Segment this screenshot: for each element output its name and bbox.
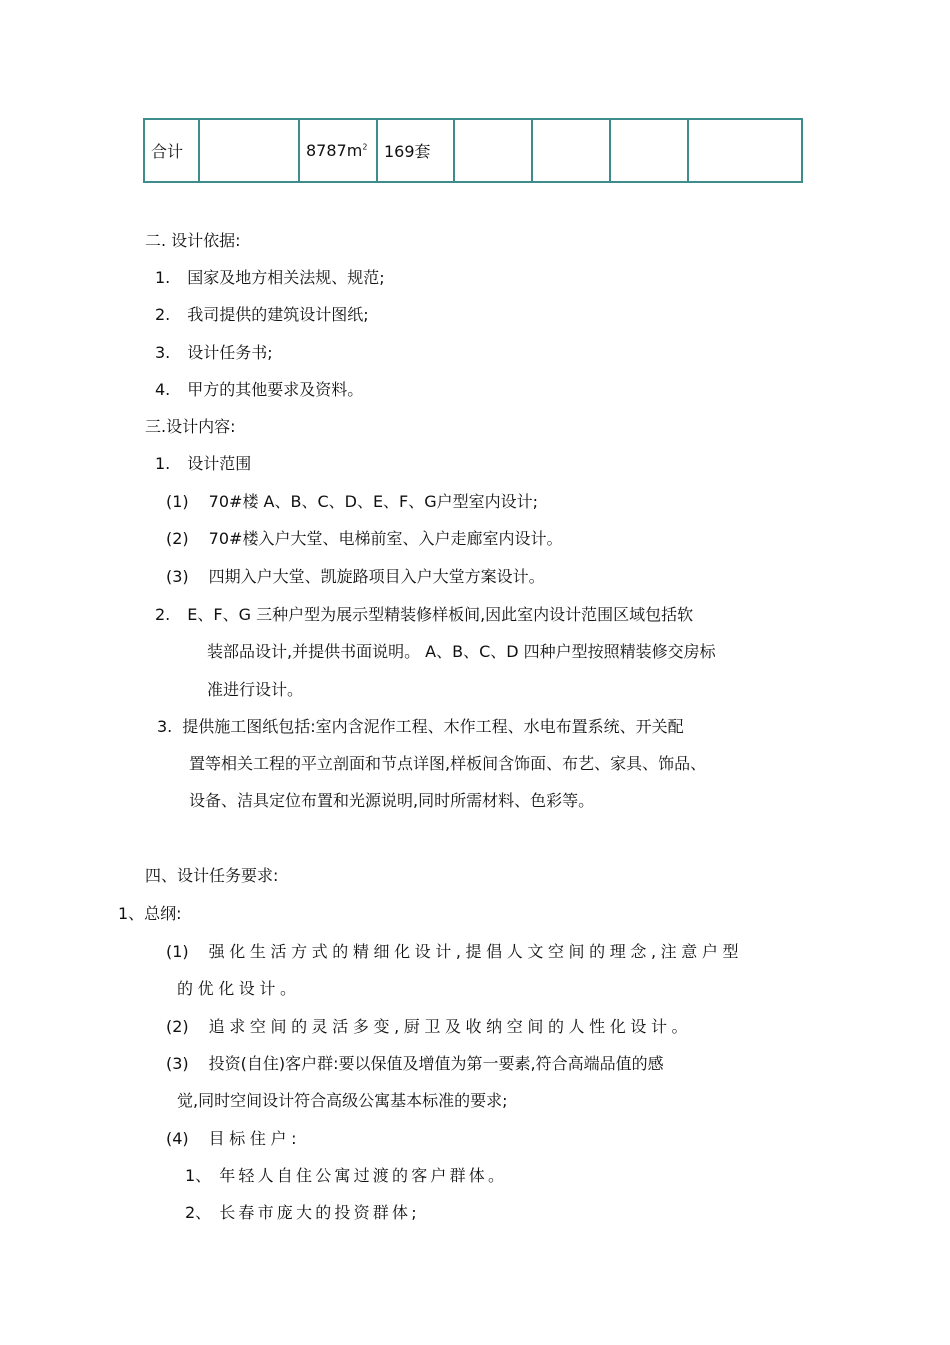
sub-item-text: 四期入户大堂、凯旋路项目入户大堂方案设计。	[208, 567, 545, 586]
item-number: 2.	[155, 605, 171, 624]
empty-cell	[199, 119, 299, 182]
target-item	[185, 1166, 507, 1186]
list-item	[155, 268, 385, 288]
table-row	[144, 119, 802, 182]
item-continuation: 装部品设计,并提供书面说明。 A、B、C、D 四种户型按照精装修交房标	[207, 642, 716, 661]
item-text: 甲方的其他要求及资料。	[187, 380, 364, 399]
sub-item-number: (1)	[166, 492, 189, 511]
sub-item	[166, 492, 538, 512]
paragraph-continuation: 的优化设计。	[177, 979, 301, 998]
section-2-title: 二. 设计依据:	[145, 231, 241, 250]
list-item	[155, 343, 273, 363]
section-4-title: 四、设计任务要求:	[145, 866, 279, 885]
item-text: 设计任务书;	[187, 343, 273, 362]
item-continuation: 置等相关工程的平立剖面和节点详图,样板间含饰面、布艺、家具、饰品、	[189, 754, 707, 773]
list-item	[155, 305, 369, 325]
sub-item-text: 70#楼 A、B、C、D、E、F、G户型室内设计;	[208, 492, 539, 511]
units-cell	[377, 119, 454, 182]
item-number: 3.	[157, 717, 173, 736]
item-text: E、F、G 三种户型为展示型精装修样板间,因此室内设计范围区域包括软	[187, 605, 694, 624]
item-number: 4.	[155, 380, 171, 399]
paragraph-text: 投资(自住)客户群:要以保值及增值为第一要素,符合高端品值的感	[208, 1054, 664, 1073]
total-label: 合计	[151, 142, 184, 161]
paragraph-number: (4)	[166, 1129, 189, 1148]
paragraph-text: 强化生活方式的精细化设计,提倡人文空间的理念,注意户型	[208, 942, 744, 961]
item-number: 1.	[155, 454, 171, 473]
area-unit: m	[346, 141, 363, 160]
paragraph	[166, 1054, 664, 1074]
paragraph-text: 追求空间的灵活多变,厨卫及收纳空间的人性化设计。	[208, 1017, 693, 1036]
general-heading: 1、总纲:	[118, 904, 182, 923]
paragraph-number: (3)	[166, 1054, 189, 1073]
area-unit-sup: 2	[362, 142, 368, 152]
item-text: 国家及地方相关法规、规范;	[187, 268, 385, 287]
list-item	[155, 454, 251, 474]
target-number: 2、	[185, 1203, 212, 1222]
item-continuation: 准进行设计。	[207, 680, 304, 699]
empty-cell	[688, 119, 802, 182]
paragraph	[166, 942, 743, 962]
area-cell	[299, 119, 377, 182]
item-text: 我司提供的建筑设计图纸;	[187, 305, 369, 324]
target-text: 长春市庞大的投资群体;	[219, 1203, 420, 1222]
section-3-title: 三.设计内容:	[145, 417, 236, 436]
paragraph	[166, 1129, 301, 1149]
sub-item-text: 70#楼入户大堂、电梯前室、入户走廊室内设计。	[208, 529, 563, 548]
item-number: 3.	[155, 343, 171, 362]
list-item	[155, 605, 693, 625]
target-item	[185, 1203, 420, 1223]
sub-item	[166, 529, 562, 549]
paragraph-number: (2)	[166, 1017, 189, 1036]
empty-cell	[454, 119, 532, 182]
sub-item-number: (2)	[166, 529, 189, 548]
empty-cell	[532, 119, 610, 182]
paragraph	[166, 1017, 692, 1037]
paragraph-number: (1)	[166, 942, 189, 961]
empty-cell	[610, 119, 688, 182]
paragraph-continuation: 觉,同时空间设计符合高级公寓基本标准的要求;	[177, 1091, 508, 1110]
item-number: 1.	[155, 268, 171, 287]
target-number: 1、	[185, 1166, 212, 1185]
total-area: 8787	[306, 141, 347, 160]
sub-item	[166, 567, 545, 587]
item-text: 设计范围	[187, 454, 252, 473]
item-text: 提供施工图纸包括:室内含泥作工程、木作工程、水电布置系统、开关配	[182, 717, 684, 736]
total-units: 169套	[384, 142, 431, 161]
summary-table	[143, 118, 803, 183]
item-continuation: 设备、洁具定位布置和光源说明,同时所需材料、色彩等。	[189, 791, 595, 810]
target-text: 年轻人自住公寓过渡的客户群体。	[219, 1166, 508, 1185]
paragraph-text: 目标住户:	[208, 1129, 302, 1148]
sub-item-number: (3)	[166, 567, 189, 586]
total-label-cell	[144, 119, 199, 182]
list-item	[155, 380, 363, 400]
item-number: 2.	[155, 305, 171, 324]
list-item	[157, 717, 684, 737]
